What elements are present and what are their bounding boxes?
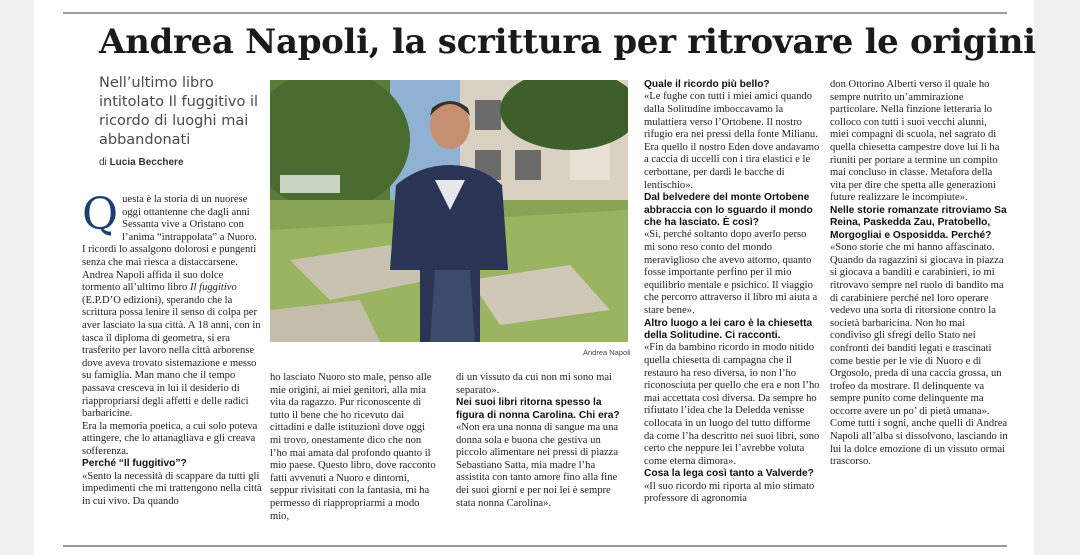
col4-answer-3: «Fin da bambino ricordo in modo nitido quella chiesetta di campagna che il restauro ha reso diversa, io non l’ho riconosciuta per quello che era e non l’ho mai accettata così diversa. Da sempre ho rifiutato l’idea che la Deledda venisse collocata in un luogo del tutto difforme da come l’ha descritto nei suoi libri, sono certo che neppure lei l’avrebbe voluta come eterna dimora». bbox=[644, 342, 820, 467]
interview-question: Cosa la lega così tanto a Valverde? bbox=[644, 468, 814, 480]
article-column-5 bbox=[830, 79, 1008, 469]
col4-answer-2: «Sì, perché soltanto dopo averlo perso mi sono reso conto del mondo meraviglioso che avevo attorno, quanto fosse importante perfino per il mio equilibrio mentale e psichico. Il viaggio che percorro attraverso il libro mi aiuta a stare bene». bbox=[644, 229, 818, 316]
interview-question: Quale il ricordo più bello? bbox=[644, 79, 770, 90]
byline bbox=[99, 157, 184, 168]
col1-answer: «Sento la necessità di scappare da tutti gli impedimenti che mi trattengono nella città in cui vivo. Da quando bbox=[82, 470, 262, 508]
col4-answer-4: «Il suo ricordo mi riporta al mio stimato professore di agronomia bbox=[644, 480, 815, 505]
photo-illustration bbox=[270, 80, 628, 342]
interview-question: Dal belvedere del monte Ortobene abbraccia con lo sguardo il mondo che ha lasciato. È così? bbox=[644, 192, 813, 228]
top-rule bbox=[63, 12, 1007, 14]
subtitle: Nell’ultimo libro intitolato Il fuggitivo il ricordo di luoghi mai abbandonati bbox=[99, 75, 259, 148]
col1-paragraph-2b: (E.P.D’O edizioni), sperando che la scrittura possa lenire il senso di colpa per aver lasciato la sua città. A 18 anni, con in tasca il diploma di geometra, si era trasferito per lavoro nella città arborense dove aveva trovato sistemazione e messo su famiglia. Man mano che il tempo passava cresceva in lui il desiderio di riappropriarsi degli affetti e delle radici barbaricine. bbox=[82, 294, 261, 420]
article-column-2 bbox=[270, 372, 438, 523]
author-name: Lucia Becchere bbox=[109, 157, 184, 168]
headline: Andrea Napoli, la scrittura per ritrovare le origini bbox=[99, 22, 1036, 62]
byline-prefix: di bbox=[99, 157, 107, 168]
article-photo bbox=[270, 80, 628, 342]
interview-question: Altro luogo a lei caro è la chiesetta della Solitudine. Ci racconti. bbox=[644, 317, 813, 341]
col2-text: ho lasciato Nuoro sto male, penso alle mie origini, ai miei genitori, alla mia vita da ragazzo. Pur riconoscente di tutto il bene che ho ricevuto dai cittadini e dalle istituzioni dove oggi mi trovo, onestamente dico che non l’ho mai amata dal profondo quanto il mio paese. Questo libro, dove racconto fatti avvenuti a Nuoro e dintorni, seppur rivisitati con la fantasia, mi ha permesso di riappropriarmi a modo mio, bbox=[270, 372, 436, 522]
col1-paragraph-1: uesta è la storia di un nuorese oggi ottantenne che dagli anni Sessanta vive a Oristano con l’anima “intrappolata” a Nuoro. bbox=[122, 194, 257, 243]
col5-answer: «Sono storie che mi hanno affascinato. Quando da ragazzini si giocava in piazza si giocava a banditi e carabinieri, io mi ritrovavo sempre nel ruolo di bandito ma di carabiniere perché nel loro operare vedevo una sorta di ritorsione contro la società barbaricina. Non ho mai condiviso gli sfregi dello Stato nei confronti dei banditi legati e trascinati come bestie per le vie di Nuoro e di Orgosolo, preda di una caccia grossa, un trofeo da mostrare. Il delinquente va sempre punito come delinquente ma occorre avere un po’ di pietà umana». bbox=[830, 242, 1004, 417]
interview-question: Nei suoi libri ritorna spesso la figura di nonna Carolina. Chi era? bbox=[456, 397, 620, 421]
col1-paragraph-2: I ricordi lo assalgono dolorosi e pungenti senza che mai riesca a distaccarsene. Andrea Napoli affida il suo dolce tormento all’ultimo libro bbox=[82, 244, 257, 294]
book-title: Il fuggitivo bbox=[190, 282, 237, 294]
drop-cap: Q bbox=[82, 189, 119, 240]
interview-question: Perché “Il fuggitivo”? bbox=[82, 458, 187, 470]
col4-answer-1: «Le fughe con tutti i miei amici quando dalla Solitudine imboccavamo la mulattiera verso l’Ortobene. Il nostro rifugio era nei pressi della fonte Milianu. Era quello il nostro Eden dove andavamo a caccia di uccelli con i tira elastici e le cerbottane, per dardi le bacche di lentischio». bbox=[644, 91, 820, 191]
article-column-4 bbox=[644, 79, 820, 506]
photo-caption: Andrea Napoli bbox=[583, 348, 631, 357]
col3-answer: «Non era una nonna di sangue ma una donna sola e buona che gestiva un piccolo alimentare nei pressi di piazza Sebastiano Satta, mia madre l’ha assistita con tanto amore fino alla fine dei suoi giorni e per noi lei è sempre stata nonna Carolina». bbox=[456, 422, 619, 509]
article-column-3 bbox=[456, 372, 626, 510]
col5-closing: Come tutti i sogni, anche quelli di Andrea Napoli all’alba si dissolvono, lasciando in lui la dolce emozione di un vissuto ormai trascorso. bbox=[830, 418, 1008, 468]
col3-paragraph-1: di un vissuto da cui non mi sono mai separato». bbox=[456, 372, 612, 396]
article-column-1 bbox=[82, 189, 262, 509]
bottom-rule bbox=[63, 545, 1007, 547]
interview-question: Nelle storie romanzate ritroviamo Sa Reina, Paskedda Zau, Pratobello, Morgogliai e Osposidda. Perché? bbox=[830, 204, 1007, 241]
col5-paragraph-1: don Ottorino Alberti verso il quale ho sempre nutrito un’ammirazione particolare. Nella finzione letteraria lo colloco con tutti i suoi vecchi alunni, miei compagni di scuola, nel sagrato di quella chiesetta campestre dove lui li ha riuniti per portare a termine un compito mai concluso in classe. Metafora della vita per dire che spetta alle generazioni future realizzare le incompiute». bbox=[830, 79, 1000, 204]
col1-paragraph-3: Era la memoria poetica, a cui solo poteva attingere, che lo attanagliava e gli creava sofferenza. bbox=[82, 420, 258, 457]
